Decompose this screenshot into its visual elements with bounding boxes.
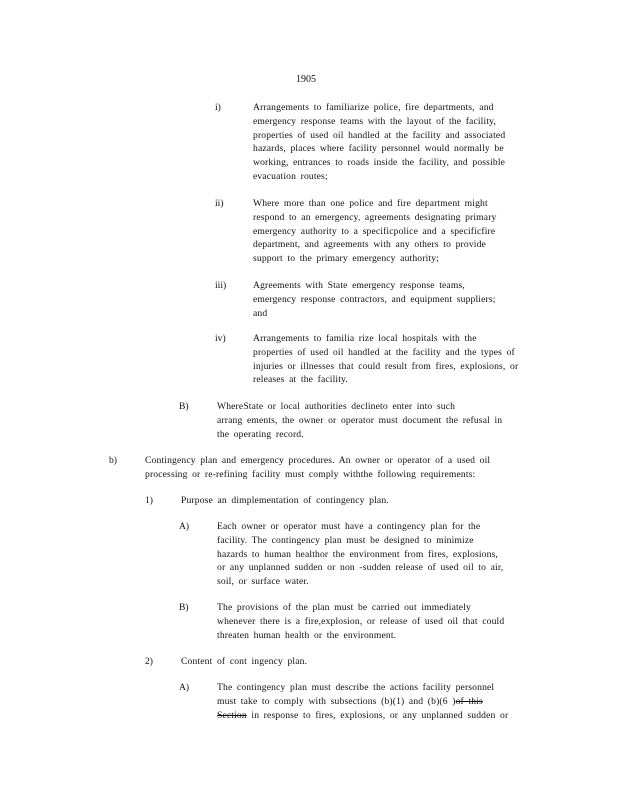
text-line: working, entrances to roads inside the facility, and possible xyxy=(253,157,506,169)
text-span: must take to comply with subsections (b)(1) and (b)(6 ) xyxy=(217,695,456,707)
text-line: properties of used oil handled at the facility and associated xyxy=(253,129,506,141)
text-line: department, and agreements with any others to provide xyxy=(253,239,486,251)
text-line: Arrangements to familia rize local hospitals with the xyxy=(253,333,477,344)
text-line: The provisions of the plan must be carried out immediately xyxy=(217,602,471,613)
text-span: in response to fires, explosions, or any unplanned sudden or xyxy=(246,709,509,721)
item-A2-text xyxy=(217,681,557,722)
text-line: evacuation routes; xyxy=(253,170,328,182)
item-iii-text xyxy=(253,279,553,320)
text-line: the operating record. xyxy=(217,428,304,440)
text-line: emergency response contractors, and equipment suppliers; xyxy=(253,293,496,305)
text-line xyxy=(217,695,557,709)
struck-text: of this xyxy=(455,695,483,707)
text-line: The contingency plan must describe the actions facility personnel xyxy=(217,682,495,693)
text-line: support to the primary emergency authority; xyxy=(253,253,439,265)
text-line: Agreements with State emergency response teams, xyxy=(253,280,465,291)
text-line: and xyxy=(253,307,268,319)
item-b-text xyxy=(145,454,545,482)
item-2-text xyxy=(181,655,541,669)
item-i-label: i) xyxy=(215,102,221,113)
item-A1-label: A) xyxy=(179,521,190,532)
item-ii-text xyxy=(253,197,553,266)
item-1-text xyxy=(181,494,541,508)
item-ii-label: ii) xyxy=(215,198,224,209)
text-line: releases at the facility. xyxy=(253,374,348,386)
text-line: processing or re-refining facility must comply withthe following requirements: xyxy=(145,468,476,480)
text-line: Purpose an dimplementation of contingency plan. xyxy=(181,495,389,506)
struck-text: Section xyxy=(217,709,247,721)
text-line: soil, or surface water. xyxy=(217,576,309,588)
text-line: whenever there is a fire,explosion, or release of used oil that could xyxy=(217,615,505,627)
text-line: respond to an emergency, agreements designating primary xyxy=(253,211,497,223)
item-B1-text xyxy=(217,400,547,441)
text-line: Where more than one police and fire department might xyxy=(253,198,488,209)
text-line: Contingency plan and emergency procedures. An owner or operator of a used oil xyxy=(145,455,491,466)
item-iv-text xyxy=(253,332,563,387)
item-i-text xyxy=(253,101,553,184)
page-number: 1905 xyxy=(296,74,316,85)
item-A2-label: A) xyxy=(179,682,190,693)
item-B2-label: B) xyxy=(179,602,189,613)
text-line: arrang ements, the owner or operator must document the refusal in xyxy=(217,414,503,426)
item-A1-text xyxy=(217,520,547,589)
item-2-label: 2) xyxy=(145,656,153,667)
text-line: Content of cont ingency plan. xyxy=(181,656,308,667)
text-line: or any unplanned sudden or non -sudden release of used oil to air, xyxy=(217,562,504,574)
text-line: facility. The contingency plan must be designed to minimize xyxy=(217,534,474,546)
text-line: threaten human health or the environment. xyxy=(217,629,397,641)
item-iii-label: iii) xyxy=(215,280,227,291)
item-b-label: b) xyxy=(109,455,117,466)
text-line xyxy=(217,709,557,723)
text-line: emergency authority to a specificpolice and a specificfire xyxy=(253,225,496,237)
text-line: hazards to human healthor the environment from fires, explosions, xyxy=(217,548,498,560)
text-line: injuries or illnesses that could result from fires, explosions, or xyxy=(253,360,519,372)
item-1-label: 1) xyxy=(145,495,153,506)
text-line: properties of used oil handled at the facility and the types of xyxy=(253,346,515,358)
item-B1-label: B) xyxy=(179,401,189,412)
text-line: hazards, places where facility personnel would normally be xyxy=(253,143,504,155)
item-B2-text xyxy=(217,601,547,642)
text-line: Each owner or operator must have a contingency plan for the xyxy=(217,521,481,532)
text-line: WhereState or local authorities declineto enter into such xyxy=(217,401,456,412)
text-line: emergency response teams with the layout of the facility, xyxy=(253,115,497,127)
text-line: Arrangements to familiarize police, fire departments, and xyxy=(253,102,494,113)
item-iv-label: iv) xyxy=(215,333,226,344)
